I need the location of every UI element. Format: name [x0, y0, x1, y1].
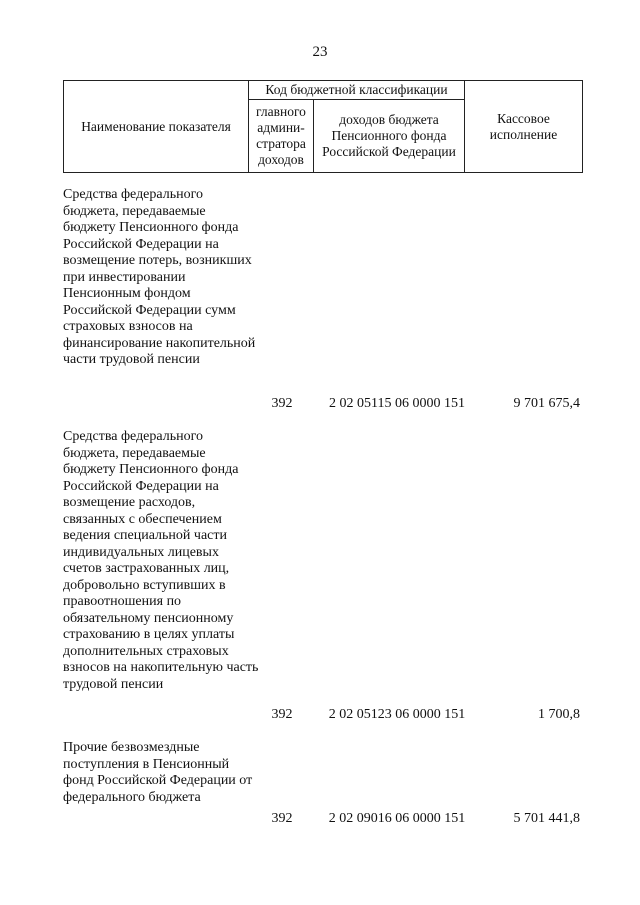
table-row: [0, 187, 640, 412]
header-code-group: Код бюджетной классификации: [249, 81, 465, 100]
page-number: 23: [312, 44, 328, 60]
row-amount: 5 701 441,8: [513, 810, 580, 826]
row-classification-code: 2 02 09016 06 0000 151: [328, 810, 466, 826]
row-classification-code: 2 02 05115 06 0000 151: [329, 395, 465, 411]
header-cash-column: Кассовое исполнение: [465, 81, 583, 173]
row-admin-code: 392: [271, 706, 293, 722]
row-amount: 1 700,8: [538, 706, 580, 722]
row-admin-code: 392: [271, 395, 293, 411]
table-row: [0, 740, 640, 827]
row-amount: 9 701 675,4: [513, 395, 580, 411]
row-name: Прочие безвозмездные поступления в Пенсионный фонд Российской Федерации от федерального бюджета: [63, 740, 253, 805]
header-admin-column: главного админи-стратора доходов: [249, 100, 314, 173]
header-revenue-column: доходов бюджета Пенсионного фонда Российской Федерации: [314, 100, 465, 173]
table-header: [63, 80, 583, 173]
row-name: Средства федерального бюджета, передаваемые бюджету Пенсионного фонда Российской Федерации на возмещение потерь, возникших при инвестировании Пенсионным фондом Российской Федерации сумм страховых взносов на финансирование накопительной части трудовой пенсии: [63, 187, 256, 367]
row-admin-code: 392: [271, 810, 293, 826]
row-classification-code: 2 02 05123 06 0000 151: [328, 706, 466, 722]
row-name: Средства федерального бюджета, передаваемые бюджету Пенсионного фонда Российской Федерации на возмещение расходов, связанных с обеспечением ведения специальной части индивидуальных лицевых счетов застрахованных лиц, добровольно вступивших в правоотношения по обязательному пенсионному страхованию в целях уплаты дополнительных страховых взносов на накопительную часть трудовой пенсии: [63, 429, 259, 692]
table-row: [0, 429, 640, 723]
header-name-column: Наименование показателя: [64, 81, 249, 173]
